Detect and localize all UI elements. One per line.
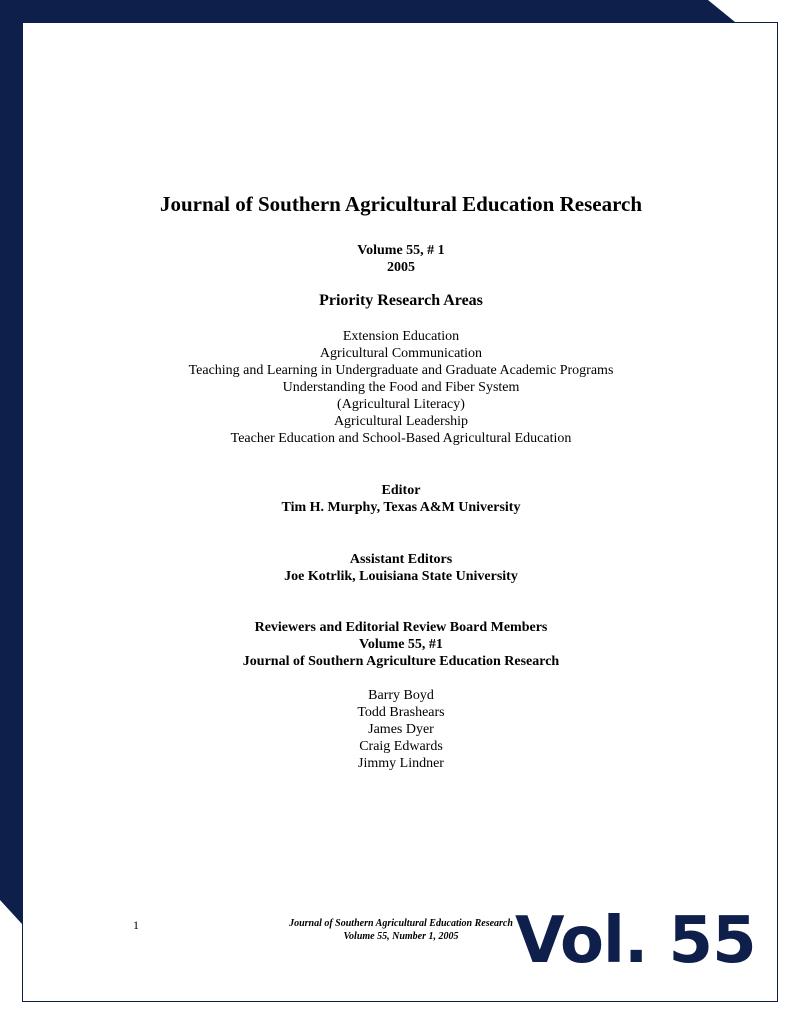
reviewer-name: James Dyer bbox=[368, 722, 434, 737]
research-area: Teaching and Learning in Undergraduate and Graduate Academic Programs bbox=[188, 363, 614, 378]
research-area: Teacher Education and School-Based Agricultural Education bbox=[230, 431, 572, 446]
frame-shape-left bbox=[0, 0, 22, 924]
assistant-editor-name: Joe Kotrlik, Louisiana State University bbox=[284, 569, 518, 584]
research-area: Agricultural Leadership bbox=[333, 414, 469, 429]
page-number: 1 bbox=[133, 918, 139, 932]
journal-title: Journal of Southern Agricultural Education Research bbox=[159, 192, 643, 216]
volume-number: Volume 55, # 1 bbox=[357, 243, 445, 258]
review-board-volume: Volume 55, #1 bbox=[359, 637, 443, 652]
volume-year: 2005 bbox=[387, 260, 415, 275]
research-area: Understanding the Food and Fiber System bbox=[282, 380, 520, 395]
reviewer-name: Jimmy Lindner bbox=[358, 756, 444, 771]
research-area: Extension Education bbox=[342, 329, 460, 344]
reviewer-name: Todd Brashears bbox=[357, 705, 445, 720]
review-board-title: Reviewers and Editorial Review Board Members bbox=[254, 620, 548, 635]
editor-name: Tim H. Murphy, Texas A&M University bbox=[281, 500, 521, 515]
volume-issue bbox=[23, 242, 779, 276]
priority-research-heading: Priority Research Areas bbox=[319, 292, 483, 309]
assistant-editors-label: Assistant Editors bbox=[349, 552, 453, 567]
footer-journal: Journal of Southern Agricultural Education Research bbox=[289, 918, 513, 929]
review-board-block bbox=[23, 619, 779, 670]
research-areas-list bbox=[23, 328, 779, 447]
review-board-journal: Journal of Southern Agriculture Education Research bbox=[242, 654, 560, 669]
reviewers-list bbox=[23, 687, 779, 772]
volume-badge: Vol. 55 bbox=[515, 904, 756, 978]
research-area: (Agricultural Literacy) bbox=[337, 397, 465, 412]
editor-label: Editor bbox=[381, 483, 421, 498]
research-area: Agricultural Communication bbox=[319, 346, 483, 361]
frame-shape-top bbox=[0, 0, 735, 22]
assistant-editors-block bbox=[23, 551, 779, 585]
footer-volume: Volume 55, Number 1, 2005 bbox=[343, 931, 459, 942]
document-page bbox=[22, 22, 778, 1002]
editor-block bbox=[23, 482, 779, 516]
reviewer-name: Craig Edwards bbox=[359, 739, 443, 754]
reviewer-name: Barry Boyd bbox=[368, 688, 434, 703]
